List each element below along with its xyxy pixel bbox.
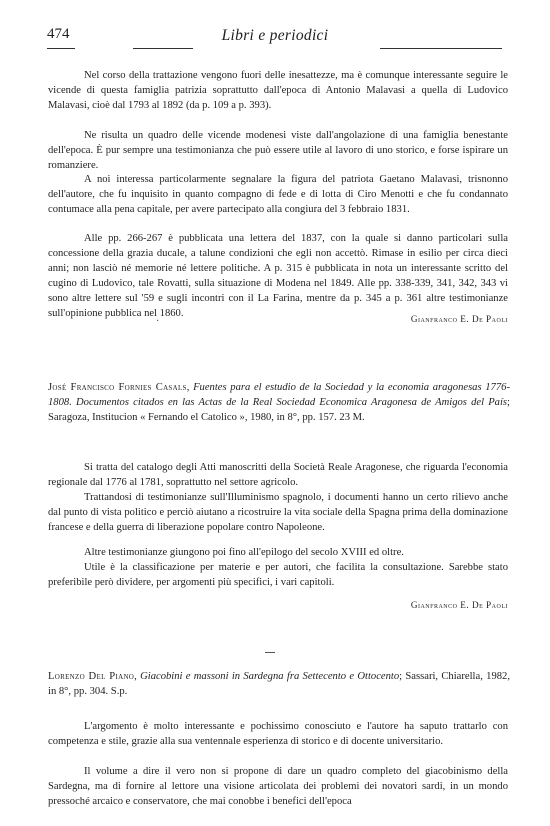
review2-author: José Francisco Fornies Casals <box>48 382 187 393</box>
review3-author: Lorenzo Del Piano <box>48 671 135 682</box>
running-title: Libri e periodici <box>221 27 329 44</box>
review2-publication: Saragoza, Institucion « Fernando el Catolico », 1980, in 8°, pp. 157. 23 M. <box>48 412 365 423</box>
review3-title: Giacobini e massoni in Sardegna fra Settecento e Ottocento <box>140 671 400 682</box>
review3-bibliographic-entry: Lorenzo Del Piano, Giacobini e massoni in Sardegna fra Settecento e Ottocento; Sassari, Chiarella, 1982, in 8°, pp. 304. S.p. <box>48 671 510 697</box>
header-rule-right <box>380 48 502 49</box>
review2-paragraph-1: Si tratta del catalogo degli Atti manoscritti della Società Reale Aragonese, che riguarda l'economia regionale dal 1776 al 1781, soprattutto nel settore agricolo. <box>48 462 508 488</box>
page-number: 474 <box>47 26 70 42</box>
review1-paragraph-4: Alle pp. 266-267 è pubblicata una lettera del 1837, con la quale si danno particolari sulla concessione della grazia ducale, a talune condizioni che egli non accettò. Rimase in esilio per circa dieci anni; non lasciò né memorie né lettere politiche. A p. 315 è pubblicata in nota un interessante scritto del cugino di Ludovico, tale Rovatti, sulla situazione di Modena nel 1849. Alle pp. 338-339, 341, 342, 343 vi sono altre lettere sul '59 e sugli incontri con il La Farina, mentre da p. 345 a p. 361 altre testimonianze sull'opinione pubblica nel 1860. <box>48 233 508 319</box>
review3-paragraph-2: Il volume a dire il vero non si propone di dare un quadro completo del giacobinismo della Sardegna, ma di fornire al lettore una visione articolata dei problemi dei novatori sardi, in un mondo pressoché arcaico e conservatore, che mai conobbe i benefici dell'epoca <box>48 766 508 807</box>
review3-publication: Sassari, Chiarella, 1982, in 8°, pp. 304. S.p. <box>48 671 510 697</box>
review3-paragraph-1: L'argomento è molto interessante e pochissimo conosciuto e l'autore ha saputo trattarlo con competenza e stile, grazie alla sua ventennale esperienza di storico e di docente universitario. <box>48 721 508 747</box>
review2-title: Fuentes para el estudio de la Sociedad y la economia aragonesas 1776-1808. Documentos citados en las Actas de la Real Sociedad Economica Aragonesa de Amigos del País <box>48 382 510 408</box>
review2-signature: Gianfranco E. De Paoli <box>410 600 508 610</box>
review2-paragraph-2: Trattandosi di testimonianze sull'Illuminismo spagnolo, i documenti hanno un certo rilievo anche dal punto di vista politico e perciò aiutano a ricostruire la vita sociale della Spagna prima della dominazione francese e della guerra di liberazione popolare contro Napoleone. <box>48 492 508 533</box>
review1-paragraph-1: Nel corso della trattazione vengono fuori delle inesattezze, ma è comunque interessante seguire le vicende di questa famiglia patrizia soprattutto dall'epoca di Antonio Malavasi a quella di Ludovico Malavasi, cioè dal 1793 al 1892 (da p. 109 a p. 393). <box>48 70 508 111</box>
page-header <box>0 0 550 50</box>
header-rule-left <box>47 48 75 49</box>
review2-paragraph-3: Altre testimonianze giungono poi fino all'epilogo del secolo XVIII ed oltre. <box>84 547 404 558</box>
header-rule-center <box>133 48 193 49</box>
review1-signature: Gianfranco E. De Paoli <box>410 314 508 324</box>
review2-paragraph-4: Utile è la classificazione per materie e per autori, che facilita la consultazione. Sarebbe stato preferibile però dividere, per argomenti più specifici, i vari capitoli. <box>48 562 508 588</box>
review1-paragraph-2: Ne risulta un quadro delle vicende modenesi viste dall'angolazione di una famiglia benestante dell'epoca. È pur sempre una testimonianza che può essere utile al lavoro di uno storico, e forse ispirare un romanziere. <box>48 130 508 171</box>
stray-dash <box>265 652 275 653</box>
review1-paragraph-3: A noi interessa particolarmente segnalare la figura del patriota Gaetano Malavasi, trisnonno dell'autore, che fu inquisito in quanto compagno di fede e di lotta di Ciro Menotti e che fu condannato contumace alla pena capitale, per avere partecipato alla congiura del 3 febbraio 1831. <box>48 174 508 215</box>
review2-bibliographic-entry: José Francisco Fornies Casals, Fuentes para el estudio de la Sociedad y la economia aragonesas 1776-1808. Documentos citados en las Actas de la Real Sociedad Economica Aragonesa de Amigos del País; Saragoza, Institucion « Fernando el Catolico », 1980, in 8°, pp. 157. 23 M. <box>48 382 510 423</box>
stray-mark: · <box>156 316 160 327</box>
